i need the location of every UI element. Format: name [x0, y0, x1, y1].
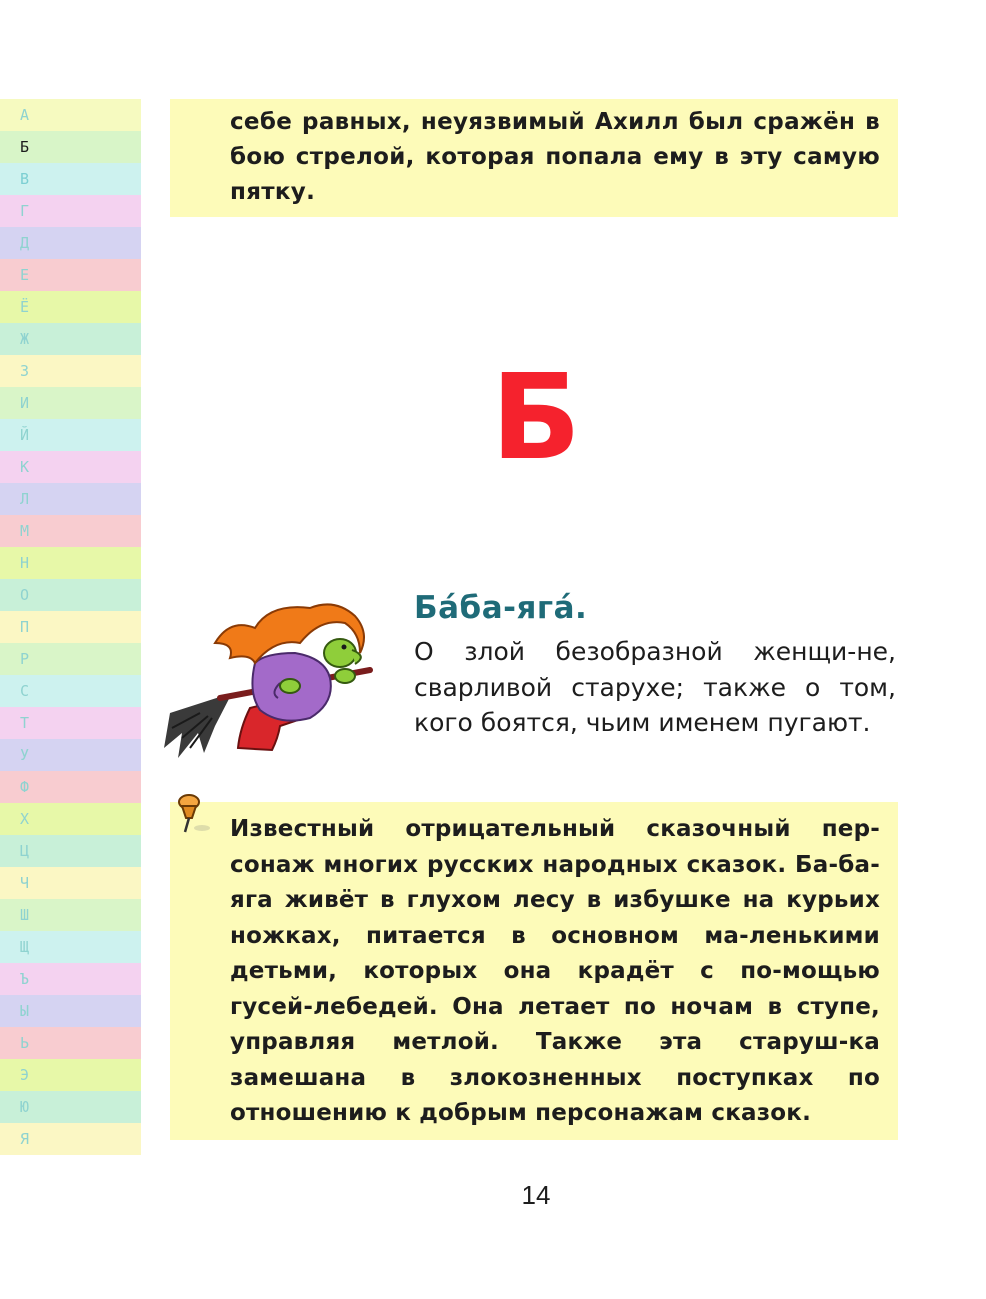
alphabet-letter: К	[19, 458, 30, 476]
alphabet-tab-row	[0, 867, 141, 899]
previous-entry-box	[170, 99, 898, 217]
alphabet-tab-row	[0, 1027, 141, 1059]
alphabet-tab-row	[0, 483, 141, 515]
alphabet-letter: З	[19, 362, 30, 380]
alphabet-tab-row	[0, 995, 141, 1027]
alphabet-letter: Ж	[19, 330, 30, 348]
alphabet-letter: Ш	[19, 906, 30, 924]
alphabet-tab-row	[0, 195, 141, 227]
alphabet-letter: Ю	[19, 1098, 30, 1116]
alphabet-tab-row	[0, 355, 141, 387]
alphabet-letter: Т	[19, 714, 30, 732]
section-letter: Б	[491, 348, 581, 486]
alphabet-tab-row	[0, 259, 141, 291]
alphabet-tab-row	[0, 771, 141, 803]
alphabet-letter: Я	[19, 1130, 30, 1148]
alphabet-tab-row	[0, 675, 141, 707]
alphabet-letter: Д	[19, 234, 30, 252]
alphabet-letter: М	[19, 522, 30, 540]
alphabet-letter: Р	[19, 650, 30, 668]
alphabet-letter: Б	[19, 138, 30, 156]
alphabet-tab-row	[0, 163, 141, 195]
alphabet-tab-row	[0, 739, 141, 771]
previous-entry-text: себе равных, неуязвимый Ахилл был сражён в бою стрелой, которая попала ему в эту самую пятку.	[230, 109, 880, 205]
entry-definition: О злой безобразной женщи-не, сварливой старухе; также о том, кого боятся, чьим именем пугают.	[414, 637, 896, 737]
alphabet-letter: Ы	[19, 1002, 30, 1020]
alphabet-tab-row	[0, 1091, 141, 1123]
witch-on-broom-icon	[160, 598, 375, 763]
alphabet-letter: Ф	[19, 778, 30, 796]
alphabet-letter: Ъ	[19, 970, 30, 988]
alphabet-letter: Й	[19, 426, 30, 444]
alphabet-tab-row	[0, 963, 141, 995]
alphabet-letter: Е	[19, 266, 30, 284]
alphabet-tab-row	[0, 611, 141, 643]
alphabet-letter: Э	[19, 1066, 30, 1084]
alphabet-letter: С	[19, 682, 30, 700]
alphabet-letter: Щ	[19, 938, 30, 956]
alphabet-letter: Л	[19, 490, 30, 508]
alphabet-tab-row	[0, 99, 141, 131]
alphabet-tab-row	[0, 707, 141, 739]
alphabet-tab	[0, 99, 141, 1155]
alphabet-letter: А	[19, 106, 30, 124]
alphabet-letter: Н	[19, 554, 30, 572]
alphabet-tab-row	[0, 835, 141, 867]
alphabet-tab-row	[0, 579, 141, 611]
alphabet-letter: П	[19, 618, 30, 636]
alphabet-tab-row	[0, 803, 141, 835]
alphabet-letter: Г	[19, 202, 30, 220]
alphabet-letter: В	[19, 170, 30, 188]
alphabet-tab-row	[0, 131, 141, 163]
alphabet-tab-row	[0, 643, 141, 675]
alphabet-tab-row	[0, 931, 141, 963]
info-text: Известный отрицательный сказочный пер-сонаж многих русских народных сказок. Ба-ба-яга живёт в глухом лесу в избушке на курьих ножках, питается в основном ма-ленькими детьми, которых она крадёт с по-мощью гусей-лебедей. Она летает по ночам в ступе, управляя метлой. Также эта старуш-ка замешана в злокозненных поступках по отношению к добрым персонажам сказок.	[230, 816, 880, 1126]
alphabet-letter: Ц	[19, 842, 30, 860]
alphabet-tab-row	[0, 323, 141, 355]
alphabet-tab-row	[0, 1059, 141, 1091]
alphabet-letter: Ч	[19, 874, 30, 892]
alphabet-tab-row	[0, 419, 141, 451]
alphabet-tab-row	[0, 291, 141, 323]
alphabet-tab-row	[0, 1123, 141, 1155]
alphabet-tab-row	[0, 227, 141, 259]
alphabet-letter: И	[19, 394, 30, 412]
alphabet-letter: Ь	[19, 1034, 30, 1052]
alphabet-tab-row	[0, 387, 141, 419]
alphabet-tab-row	[0, 515, 141, 547]
alphabet-tab-row	[0, 451, 141, 483]
alphabet-letter: О	[19, 586, 30, 604]
info-box	[170, 802, 898, 1140]
entry-title: Ба́ба-яга́.	[414, 590, 588, 626]
pushpin-icon	[172, 792, 212, 836]
alphabet-letter: У	[19, 746, 30, 764]
alphabet-tab-row	[0, 547, 141, 579]
alphabet-letter: Ё	[19, 298, 30, 316]
alphabet-tab-row	[0, 899, 141, 931]
page-number: 14	[521, 1180, 551, 1210]
alphabet-letter: Х	[19, 810, 30, 828]
